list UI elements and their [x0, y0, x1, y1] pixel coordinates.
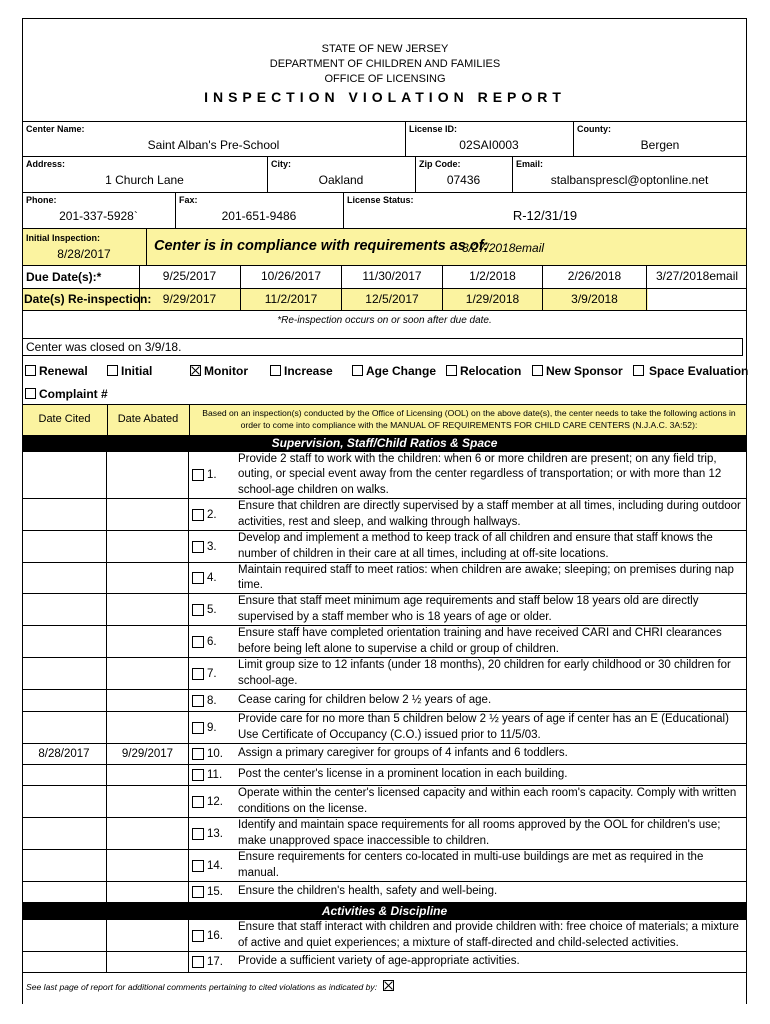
footer-note: See last page of report for additional comments pertaining to cited violations as indicated by:	[26, 980, 397, 992]
violation-checkbox[interactable]	[192, 509, 204, 521]
date-abated-cell[interactable]: 9/29/2017	[107, 744, 189, 764]
violation-row	[22, 658, 747, 690]
date-cited-cell[interactable]	[22, 690, 107, 711]
age-change-checkbox[interactable]	[352, 365, 363, 376]
violation-number: 3.	[207, 540, 217, 553]
violation-checkbox-item[interactable]	[192, 765, 237, 785]
violation-text: Maintain required staff to meet ratios: when children are awake; sleeping; on premises during nap time.	[238, 563, 734, 591]
violation-checkbox-item[interactable]	[192, 658, 237, 689]
date-abated-cell[interactable]	[107, 452, 189, 498]
violation-row	[22, 712, 747, 744]
violation-number: 9.	[207, 721, 217, 734]
due-date-2[interactable]: 10/26/2017	[241, 265, 342, 288]
violation-number: 2.	[207, 508, 217, 521]
violation-number: 14.	[207, 859, 223, 872]
violation-text: Ensure that staff interact with children and provide children with: free choice of materials; a mixture of active and quiet experiences; a mixture of staff-directed and child-selected activities.	[238, 921, 739, 949]
violation-text: Provide care for no more than 5 children below 2 ½ years of age if center has an E (Educational) Use Certificate of Occupancy (C.O.) issued prior to 11/5/03.	[238, 713, 729, 741]
violation-row	[22, 499, 747, 531]
violation-text: Develop and implement a method to keep track of all children and ensure that staff knows the number of children in their care at all times, including at off-site locations.	[238, 532, 713, 560]
date-cited-cell[interactable]	[22, 658, 107, 689]
state-heading: STATE OF NEW JERSEY	[321, 43, 449, 55]
date-cited-header: Date Cited	[38, 413, 91, 425]
violation-number: 8.	[207, 694, 217, 707]
initial-checkbox[interactable]	[107, 365, 118, 376]
violation-checkbox[interactable]	[192, 572, 204, 584]
age-change-option[interactable]: Age Change	[352, 364, 436, 378]
violation-checkbox-item[interactable]	[192, 452, 237, 498]
violation-checkbox[interactable]	[192, 828, 204, 840]
violation-checkbox[interactable]	[192, 796, 204, 808]
violation-checkbox-item[interactable]	[192, 952, 237, 972]
section-supervision-heading: Supervision, Staff/Child Ratios & Space	[22, 435, 747, 452]
comment-indicator-checkbox	[383, 980, 394, 991]
violation-row	[22, 744, 747, 765]
zip-label: Zip Code:	[419, 159, 461, 169]
relocation-checkbox[interactable]	[446, 365, 457, 376]
initial-option[interactable]: Initial	[107, 364, 152, 378]
relocation-option[interactable]: Relocation	[446, 364, 521, 378]
city-field[interactable]: Oakland	[318, 173, 364, 187]
email-label: Email:	[516, 159, 544, 169]
date-cited-cell[interactable]	[22, 952, 107, 972]
violation-text: Ensure that children are directly supervised by a staff member at all times, including during outdoor activities, rest and sleep, and walking through hallways.	[238, 500, 741, 528]
reinspection-date-6[interactable]	[647, 288, 747, 310]
violation-text: Provide 2 staff to work with the children: when 6 or more children are present; on any field trip, outing, or special event away from the center regardless of transportation; or with more than 12 school-age children on walks.	[238, 452, 722, 496]
date-cited-cell[interactable]	[22, 563, 107, 593]
violation-row	[22, 626, 747, 658]
reinspection-date-1[interactable]: 9/29/2017	[139, 288, 241, 310]
new-sponsor-checkbox[interactable]	[532, 365, 543, 376]
reinspection-label: Date(s) Re-inspection:	[24, 292, 152, 306]
date-cited-cell[interactable]	[22, 850, 107, 881]
violation-number: 6.	[207, 635, 217, 648]
violation-checkbox[interactable]	[192, 636, 204, 648]
violation-number: 11.	[207, 769, 223, 781]
violation-number: 16.	[207, 929, 223, 942]
due-dates-label: Due Date(s):*	[26, 270, 102, 284]
date-cited-cell[interactable]	[22, 531, 107, 562]
violation-number: 1.	[207, 469, 217, 481]
violation-checkbox[interactable]	[192, 668, 204, 680]
due-date-5[interactable]: 2/26/2018	[543, 265, 647, 288]
address-label: Address:	[26, 159, 66, 169]
violation-row	[22, 920, 747, 952]
date-cited-cell[interactable]: 8/28/2017	[22, 744, 107, 764]
new-sponsor-option[interactable]: New Sponsor	[532, 364, 623, 378]
address-field[interactable]: 1 Church Lane	[105, 173, 184, 187]
due-date-4[interactable]: 1/2/2018	[443, 265, 543, 288]
center-name-label: Center Name:	[26, 124, 85, 134]
date-abated-header: Date Abated	[117, 413, 179, 425]
violation-row	[22, 452, 747, 499]
violation-checkbox[interactable]	[192, 695, 204, 707]
increase-checkbox[interactable]	[270, 365, 281, 376]
date-abated-cell[interactable]	[107, 690, 189, 711]
violation-checkbox-item[interactable]	[192, 786, 237, 817]
zip-field[interactable]: 07436	[446, 173, 481, 187]
violation-number: 4.	[207, 572, 217, 584]
date-abated-cell[interactable]	[107, 765, 189, 785]
violation-checkbox[interactable]	[192, 886, 204, 898]
date-abated-cell[interactable]	[107, 818, 189, 849]
violation-checkbox[interactable]	[192, 860, 204, 872]
date-cited-cell[interactable]	[22, 712, 107, 743]
violation-checkbox-item[interactable]	[192, 882, 237, 902]
violation-checkbox-item[interactable]	[192, 626, 237, 657]
violation-text: Operate within the center's licensed capacity and within each room's capacity. Comply with written conditions on the license.	[238, 787, 737, 815]
date-cited-cell[interactable]	[22, 786, 107, 817]
violation-checkbox-item[interactable]	[192, 499, 237, 530]
violation-text: Ensure that staff meet minimum age requirements and staff below 18 years old are directly supervised by a staff member who is 18 years of age or older.	[238, 595, 699, 623]
renewal-option[interactable]: Renewal	[25, 364, 88, 378]
violation-text: Identify and maintain space requirements for all rooms approved by the OOL for children's use; make unapproved space inaccessible to children.	[238, 819, 721, 847]
county-label: County:	[577, 124, 611, 134]
reinspection-date-5[interactable]: 3/9/2018	[543, 288, 647, 310]
date-abated-cell[interactable]	[107, 920, 189, 951]
violation-number: 13.	[207, 827, 223, 840]
date-cited-cell[interactable]	[22, 920, 107, 951]
due-date-1[interactable]: 9/25/2017	[139, 265, 241, 288]
violation-checkbox[interactable]	[192, 769, 204, 781]
department-heading: DEPARTMENT OF CHILDREN AND FAMILIES	[269, 58, 501, 70]
violation-row	[22, 818, 747, 850]
license-status-field[interactable]: R-12/31/19	[512, 208, 578, 223]
violation-text: Ensure staff have completed orientation training and have received CARI and CHRI clearances before being left alone to supervise a child or group of children.	[238, 627, 722, 655]
violation-checkbox[interactable]	[192, 541, 204, 553]
date-cited-cell[interactable]	[22, 882, 107, 902]
violation-checkbox[interactable]	[192, 722, 204, 734]
compliance-date[interactable]: 3/27/2018email	[462, 241, 545, 255]
date-abated-cell[interactable]	[107, 712, 189, 743]
license-id-label: License ID:	[409, 124, 458, 134]
renewal-checkbox[interactable]	[25, 365, 36, 376]
violation-text: Ensure requirements for centers co-located in multi-use buildings are met as required in the manual.	[238, 851, 704, 879]
violation-checkbox-item[interactable]	[192, 850, 237, 881]
violation-checkbox[interactable]	[192, 748, 204, 760]
reinspection-date-3[interactable]: 12/5/2017	[342, 288, 443, 310]
initial-inspection-label: Initial Inspection:	[26, 233, 101, 243]
date-cited-cell[interactable]	[22, 818, 107, 849]
due-date-6[interactable]: 3/27/2018email	[655, 269, 739, 283]
violation-number: 17.	[207, 956, 223, 968]
compliance-label: Center is in compliance with requirements as of:	[154, 238, 489, 254]
phone-field[interactable]: 201-337-5928`	[59, 209, 138, 223]
reinspection-date-2[interactable]: 11/2/2017	[241, 288, 342, 310]
monitor-checkbox[interactable]	[190, 365, 201, 376]
date-cited-cell[interactable]	[22, 452, 107, 498]
violation-checkbox-item[interactable]	[192, 712, 237, 743]
date-abated-cell[interactable]	[107, 658, 189, 689]
monitor-option[interactable]: Monitor	[190, 364, 248, 378]
date-abated-cell[interactable]	[107, 952, 189, 972]
violation-number: 12.	[207, 795, 223, 808]
violation-row	[22, 594, 747, 626]
report-title: INSPECTION VIOLATION REPORT	[204, 89, 566, 105]
date-abated-cell[interactable]	[107, 626, 189, 657]
date-cited-cell[interactable]	[22, 594, 107, 625]
violation-text: Ensure the children's health, safety and well-being.	[238, 885, 498, 898]
space-evaluation-checkbox[interactable]	[633, 365, 644, 376]
violation-row	[22, 765, 747, 786]
violation-checkbox-item[interactable]	[192, 920, 237, 951]
increase-option[interactable]: Increase	[270, 364, 333, 378]
date-cited-cell[interactable]	[22, 765, 107, 785]
reinspection-date-4[interactable]: 1/29/2018	[443, 288, 543, 310]
violation-number: 10.	[207, 748, 223, 760]
date-cited-cell[interactable]	[22, 499, 107, 530]
due-date-3[interactable]: 11/30/2017	[342, 265, 443, 288]
city-label: City:	[271, 159, 291, 169]
initial-inspection-date[interactable]: 8/28/2017	[57, 247, 111, 261]
date-cited-cell[interactable]	[22, 626, 107, 657]
violation-checkbox-item[interactable]	[192, 744, 237, 764]
violation-row	[22, 531, 747, 563]
fax-label: Fax:	[179, 195, 198, 205]
violation-checkbox-item[interactable]	[192, 531, 237, 562]
reinspection-footnote: *Re-inspection occurs on or soon after due date.	[277, 315, 492, 326]
violation-text: Cease caring for children below 2 ½ years of age.	[238, 693, 492, 706]
violation-number: 15.	[207, 886, 223, 898]
complaint-option[interactable]: Complaint #	[25, 387, 108, 401]
violation-checkbox-item[interactable]	[192, 818, 237, 849]
violation-row	[22, 563, 747, 594]
table-intro: Based on an inspection(s) conducted by the Office of Licensing (OOL) on the above date(s), the center needs to take the following actions in order to come into compliance with the MANUAL OF REQUIREMENTS FOR CHILD CARE CENTERS (N.J.A.C. 3A:52):	[202, 408, 736, 430]
fax-field[interactable]: 201-651-9486	[221, 209, 297, 223]
violation-checkbox-item[interactable]	[192, 690, 237, 711]
center-name-field[interactable]: Saint Alban's Pre-School	[147, 138, 280, 152]
space-evaluation-option[interactable]: Space Evaluation	[633, 364, 748, 378]
license-id-field[interactable]: 02SAI0003	[459, 138, 519, 152]
violation-text: Assign a primary caregiver for groups of 4 infants and 6 toddlers.	[238, 747, 568, 760]
violation-text: Provide a sufficient variety of age-appropriate activities.	[238, 955, 520, 968]
email-field[interactable]: stalbansprescl@optonline.net	[550, 173, 709, 187]
date-abated-cell[interactable]	[107, 882, 189, 902]
date-abated-cell[interactable]	[107, 531, 189, 562]
violation-checkbox-item[interactable]	[192, 563, 237, 593]
violation-text: Post the center's license in a prominent location in each building.	[238, 768, 568, 781]
violation-row	[22, 786, 747, 818]
violation-row	[22, 952, 747, 973]
county-field[interactable]: Bergen	[640, 138, 680, 152]
section-activities-heading: Activities & Discipline	[22, 903, 747, 920]
violation-number: 5.	[207, 603, 217, 616]
date-abated-cell[interactable]	[107, 594, 189, 625]
violation-checkbox-item[interactable]	[192, 594, 237, 625]
violation-text: Limit group size to 12 infants (under 18 months), 20 children for early childhood or 30 children for school-age.	[238, 659, 731, 687]
violation-checkbox[interactable]	[192, 930, 204, 942]
violation-checkbox[interactable]	[192, 469, 204, 481]
violation-row	[22, 850, 747, 882]
date-abated-cell[interactable]	[107, 850, 189, 881]
phone-label: Phone:	[26, 195, 57, 205]
violation-checkbox[interactable]	[192, 956, 204, 968]
violation-row	[22, 690, 747, 712]
violation-row	[22, 882, 747, 903]
license-status-label: License Status:	[347, 195, 414, 205]
office-heading: OFFICE OF LICENSING	[324, 73, 446, 85]
violation-number: 7.	[207, 667, 217, 680]
date-abated-cell[interactable]	[107, 499, 189, 530]
date-abated-cell[interactable]	[107, 786, 189, 817]
date-abated-cell[interactable]	[107, 563, 189, 593]
complaint-checkbox[interactable]	[25, 388, 36, 399]
closure-note[interactable]: Center was closed on 3/9/18.	[22, 338, 743, 356]
violation-checkbox[interactable]	[192, 604, 204, 616]
